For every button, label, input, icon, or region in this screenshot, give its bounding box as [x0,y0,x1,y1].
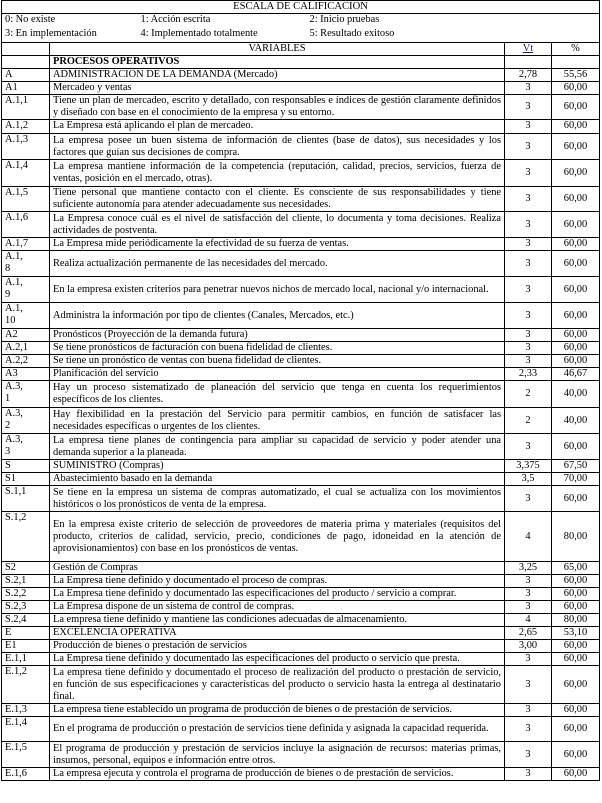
row-vt: 3 [505,238,552,251]
row-vt: 3,00 [505,640,552,653]
row-vt: 3 [505,160,552,187]
row-vt: 3 [505,588,552,601]
row-description: Planificación del servicio [50,368,505,381]
row-code: A1 [2,82,50,95]
row-percent: 40,00 [552,381,600,408]
section-title: PROCESOS OPERATIVOS [50,56,505,69]
table-row [2,355,600,368]
row-percent: 60,00 [552,575,600,588]
row-percent: 60,00 [552,601,600,614]
row-percent: 60,00 [552,160,600,187]
row-code: A.1, 9 [2,277,50,303]
table-row [2,575,600,588]
row-percent: 60,00 [552,355,600,368]
row-vt: 3 [505,666,552,704]
row-percent: 65,00 [552,562,600,575]
table-row [2,434,600,460]
row-percent: 60,00 [552,653,600,666]
row-vt: 3 [505,768,552,781]
table-row [2,381,600,408]
row-description: EXCELENCIA OPERATIVA [50,627,505,640]
row-code: A [2,69,50,82]
scale-legend [1,14,600,42]
row-description: La empresa tiene establecido un programa de producción de bienes o de prestación de servicios. [50,704,505,717]
row-percent: 60,00 [552,666,600,704]
row-percent: 60,00 [552,277,600,303]
row-description: En la empresa existe criterio de selección de proveedores de materia prima y materiales (requisitos del producto, criterios de calidad, servicio, precio, condiciones de pago, idoneidad en la atención de aprovisionamientos) con base en los pronósticos de ventas. [50,512,505,562]
table-row [2,512,600,562]
row-percent: 60,00 [552,742,600,768]
scale-item: 2: Inicio pruebas [309,14,380,25]
row-vt: 2,33 [505,368,552,381]
row-percent: 60,00 [552,342,600,355]
row-vt: 3 [505,653,552,666]
row-percent: 60,00 [552,717,600,742]
row-code: A.3, 3 [2,434,50,460]
row-percent: 80,00 [552,614,600,627]
row-description: Hay un proceso sistematizado de planeación del servicio que tenga en cuenta los requerimientos específicos de los clientes. [50,381,505,408]
row-description: Tiene personal que mantiene contacto con el cliente. Es consciente de sus responsabilidades y tiene suficiente autonomía para atender adecuadamente sus necesidades. [50,187,505,212]
scale-item: 3: En implementación [5,28,97,39]
row-description: En el programa de producción o prestación de servicios tiene definida y asignada la capacidad requerida. [50,717,505,742]
table-row [2,627,600,640]
row-percent: 60,00 [552,238,600,251]
row-code: A.1, 8 [2,251,50,277]
row-vt: 3 [505,251,552,277]
row-code: S.1,1 [2,486,50,512]
row-code: A2 [2,329,50,342]
row-vt: 3 [505,601,552,614]
row-vt: 3 [505,303,552,329]
row-percent: 60,00 [552,187,600,212]
row-code: A.3, 1 [2,381,50,408]
row-percent: 60,00 [552,251,600,277]
header-variables: VARIABLES [50,43,505,56]
row-code: E.1,5 [2,742,50,768]
row-vt: 3,5 [505,473,552,486]
table-row [2,614,600,627]
row-percent: 60,00 [552,329,600,342]
row-vt: 3 [505,486,552,512]
row-code: S2 [2,562,50,575]
table-row [2,342,600,355]
row-code: A.1,7 [2,238,50,251]
row-vt: 3 [505,82,552,95]
table-row [2,742,600,768]
row-percent: 60,00 [552,704,600,717]
row-code: S.1,2 [2,512,50,562]
row-vt: 3 [505,717,552,742]
row-vt: 3 [505,704,552,717]
row-code: E.1,3 [2,704,50,717]
row-description: El programa de producción y prestación de servicios incluye la asignación de recursos: materias primas, insumos, personal, equipos e información entre otros. [50,742,505,768]
row-code: E.1,4 [2,717,50,742]
header-percent: % [552,43,600,56]
row-description: Mercadeo y ventas [50,82,505,95]
row-percent: 70,00 [552,473,600,486]
row-description: La empresa tiene planes de contingencia para ampliar su capacidad de servicio y poder atender una demanda superior a la planeada. [50,434,505,460]
table-row [2,666,600,704]
row-percent: 60,00 [552,95,600,120]
row-percent: 80,00 [552,512,600,562]
row-vt: 4 [505,512,552,562]
row-code: S.2,2 [2,588,50,601]
row-description: La empresa ejecuta y controla el programa de producción de bienes o de prestación de servicios. [50,768,505,781]
row-vt: 3,375 [505,460,552,473]
row-description: La Empresa tiene definido y documentado las especificaciones del producto / servicio a comprar. [50,588,505,601]
scale-item: 5: Resultado exitoso [309,28,395,39]
header-vt-label: Vt [522,43,534,54]
row-description: Producción de bienes o prestación de servicios [50,640,505,653]
row-percent: 46,67 [552,368,600,381]
row-description: La Empresa tiene definido y documentado el proceso de compras. [50,575,505,588]
table-row [2,329,600,342]
row-code: A.1, 10 [2,303,50,329]
row-description: En la empresa existen criterios para penetrar nuevos nichos de mercado local, nacional y/o internacional. [50,277,505,303]
row-code: A3 [2,368,50,381]
row-description: La Empresa tiene definido y documentado las especificaciones del producto o servicio que presta. [50,653,505,666]
row-description: La empresa posee un buen sistema de información de clientes (base de datos), sus necesidades y los factores que guían sus decisiones de compra. [50,134,505,160]
table-row [2,160,600,187]
scale-item: 4: Implementado totalmente [140,28,258,39]
row-percent: 60,00 [552,434,600,460]
row-description: Hay flexibilidad en la prestación del Servicio para permitir cambios, en función de satisfacer las necesidades específicas o urgentes de los clientes. [50,408,505,434]
table-row [2,473,600,486]
row-percent: 60,00 [552,486,600,512]
section-vt [505,56,552,69]
table-row [2,187,600,212]
row-code: A.1,4 [2,160,50,187]
row-vt: 3 [505,742,552,768]
row-vt: 3 [505,120,552,134]
row-vt: 2 [505,381,552,408]
row-vt: 3 [505,342,552,355]
row-vt: 2,78 [505,69,552,82]
row-description: Tiene un plan de mercadeo, escrito y detallado, con responsables e índices de gestión claramente definidos y diseñado con base en el conocimiento de la empresa y su entorno. [50,95,505,120]
table-row [2,120,600,134]
table-row [2,368,600,381]
scale-item: 0: No existe [5,14,56,25]
evaluation-sheet [1,0,599,802]
row-code: E.1,1 [2,653,50,666]
row-vt: 3 [505,355,552,368]
row-vt: 3 [505,277,552,303]
row-code: E.1,2 [2,666,50,704]
row-code: S [2,460,50,473]
row-vt: 3 [505,434,552,460]
row-percent: 55,56 [552,69,600,82]
row-percent: 60,00 [552,134,600,160]
row-description: La Empresa dispone de un sistema de control de compras. [50,601,505,614]
row-code: A.1,5 [2,187,50,212]
row-vt: 3,25 [505,562,552,575]
row-percent: 60,00 [552,82,600,95]
row-vt: 2,65 [505,627,552,640]
row-vt: 2 [505,408,552,434]
scale-item: 1: Acción escrita [140,14,211,25]
table-row [2,95,600,120]
row-vt: 3 [505,95,552,120]
row-code: A.1,3 [2,134,50,160]
row-percent: 60,00 [552,768,600,781]
row-code: A.3, 2 [2,408,50,434]
row-vt: 3 [505,187,552,212]
row-percent: 40,00 [552,408,600,434]
row-vt: 3 [505,329,552,342]
row-description: Abastecimiento basado en la demanda [50,473,505,486]
row-vt: 4 [505,614,552,627]
row-code: E [2,627,50,640]
row-percent: 60,00 [552,120,600,134]
section-pct [552,56,600,69]
table-row [2,238,600,251]
row-description: Administra la información por tipo de clientes (Canales, Mercados, etc.) [50,303,505,329]
row-description: La Empresa está aplicando el plan de mercadeo. [50,120,505,134]
row-description: Realiza actualización permanente de las necesidades del mercado. [50,251,505,277]
header-code [2,43,50,56]
row-code: A.1,2 [2,120,50,134]
row-description: La Empresa conoce cuál es el nivel de satisfacción del cliente, lo documenta y toma decisiones. Realiza actividades de postventa. [50,212,505,238]
row-percent: 60,00 [552,303,600,329]
row-description: Gestión de Compras [50,562,505,575]
row-description: La empresa tiene definido y mantiene las condiciones adecuadas de almacenamiento. [50,614,505,627]
table-row [2,562,600,575]
row-code: E1 [2,640,50,653]
table-row [2,601,600,614]
variables-table [1,42,600,781]
row-description: La empresa mantiene información de la competencia (reputación, calidad, precios, servicios, fuerza de ventas, posición en el mercado, otras). [50,160,505,187]
scale-table [1,0,600,14]
row-code: A.2,1 [2,342,50,355]
table-row [2,134,600,160]
row-description: ADMINISTRACIÓN DE LA DEMANDA (Mercado) [50,69,505,82]
row-percent: 67,50 [552,460,600,473]
row-percent: 60,00 [552,212,600,238]
row-code: A.2,2 [2,355,50,368]
row-vt: 3 [505,134,552,160]
row-code: S.2,1 [2,575,50,588]
row-code: S.2,3 [2,601,50,614]
table-row [2,212,600,238]
table-row [2,251,600,277]
table-row [2,717,600,742]
row-description: Pronósticos (Proyección de la demanda futura) [50,329,505,342]
row-percent: 53,10 [552,627,600,640]
table-row [2,588,600,601]
table-row [2,653,600,666]
table-row [2,768,600,781]
row-description: Se tiene en la empresa un sistema de compras automatizado, el cual se actualiza con los movimientos históricos o los pronósticos de venta de la empresa. [50,486,505,512]
table-row [2,69,600,82]
row-description: La Empresa mide periódicamente la efectividad de su fuerza de ventas. [50,238,505,251]
row-code: E.1,6 [2,768,50,781]
header-vt [505,43,552,56]
table-row [2,408,600,434]
table-row [2,640,600,653]
scale-title: ESCALA DE CALIFICACIÓN [2,1,600,14]
table-row [2,82,600,95]
row-description: Se tiene un pronóstico de ventas con buena fidelidad de clientes. [50,355,505,368]
row-code: A.1,1 [2,95,50,120]
row-vt: 3 [505,575,552,588]
row-code: A.1,6 [2,212,50,238]
row-percent: 60,00 [552,640,600,653]
table-row [2,460,600,473]
table-row [2,303,600,329]
table-row [2,277,600,303]
row-description: SUMINISTRO (Compras) [50,460,505,473]
row-code: S1 [2,473,50,486]
table-row [2,704,600,717]
row-code: S.2,4 [2,614,50,627]
row-vt: 3 [505,212,552,238]
variables-body [2,69,600,781]
row-description: La empresa tiene definido y documentado el proceso de realización del producto o prestación de servicio, en función de sus especificaciones y características del producto o servicio hasta la entrega al destinatario final. [50,666,505,704]
section-code [2,56,50,69]
row-percent: 60,00 [552,588,600,601]
row-description: Se tiene pronósticos de facturación con buena fidelidad de clientes. [50,342,505,355]
table-row [2,486,600,512]
